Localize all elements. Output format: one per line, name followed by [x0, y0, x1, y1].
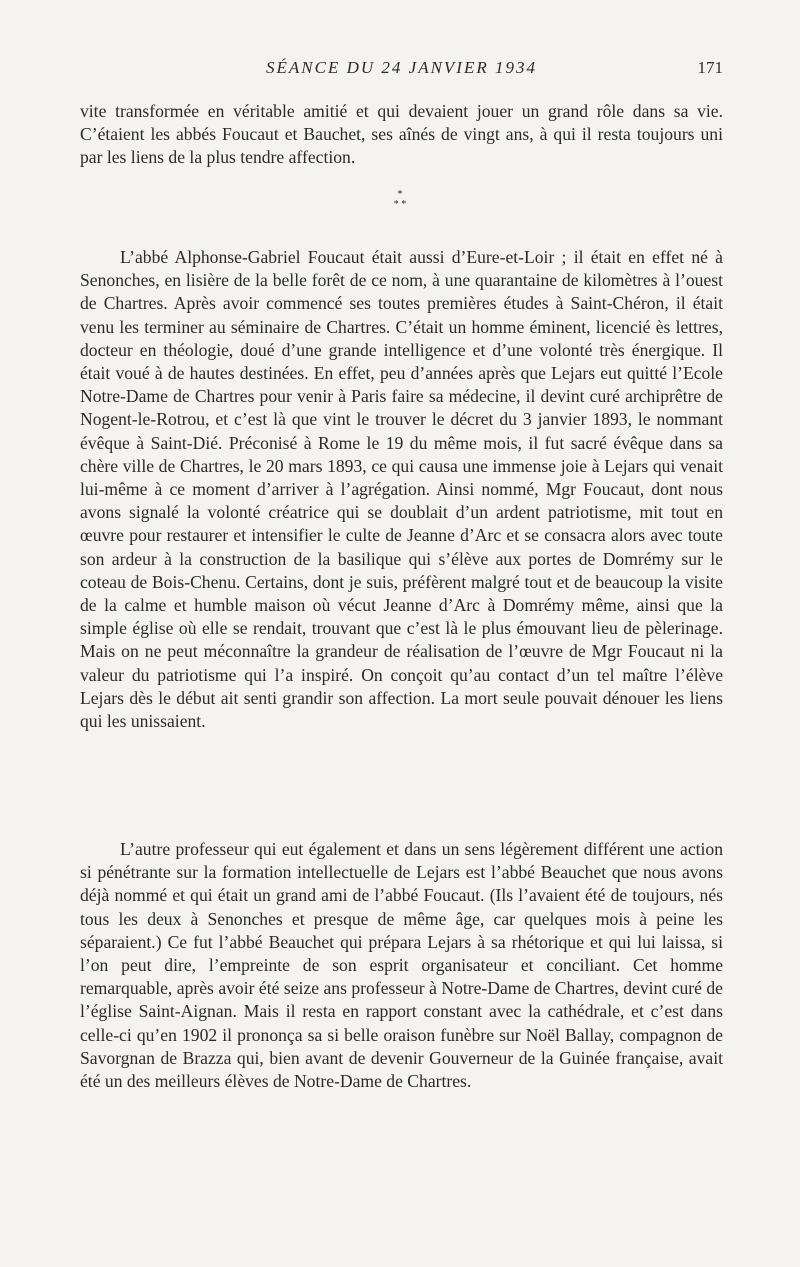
- page-number: 171: [697, 58, 723, 77]
- asterism-bottom: * *: [393, 199, 407, 210]
- paragraph-1: vite transformée en véritable amitié et qui devaient jouer un grand rôle dans sa vie. C’étaient les abbés Foucaut et Bauchet, ses aînés de vingt ans, à qui il resta toujours uni par les liens de la plus tendre affection.: [80, 101, 723, 168]
- paragraph-2: L’abbé Alphonse-Gabriel Foucaut était aussi d’Eure-et-Loir ; il était en effet né à Senonches, en lisière de la belle forêt de ce nom, à une quarantaine de kilomètres à l’ouest de Chartres. Après avoir commencé ses toutes premières études à Saint-Chéron, il était venu les terminer au séminaire de Chartres. C’était un homme éminent, licencié ès lettres, docteur en théologie, doué d’une grande intelligence et d’une volonté très énergique. Il était voué à de hautes destinées. En effet, peu d’années après que Lejars eut quitté l’Ecole Notre-Dame de Chartres pour venir à Paris faire sa médecine, il devint curé archiprêtre de Nogent-le-Rotrou, et c’est là que vint le trouver le décret du 3 janvier 1893, le nommant évêque à Saint-Dié. Préconisé à Rome le 19 du même mois, il fut sacré évêque dans sa chère ville de Chartres, le 20 mars 1893, ce qui causa une immense joie à Lejars qui venait lui-même à ce moment d’arriver à l’agrégation. Ainsi nommé, Mgr Foucaut, dont nous avons signalé la volonté créatrice qui se doublait d’un ardent patriotisme, mit tout en œuvre pour restaurer et intensifier le culte de Jeanne d’Arc et se consacra alors avec toute son ardeur à la construction de la basilique qui s’élève aux portes de Domrémy sur le coteau de Bois-Chenu. Certains, dont je suis, préfèrent malgré tout et de beaucoup la visite de la calme et humble maison où vécut Jeanne d’Arc à Domrémy même, ainsi que la simple église où elle se rendait, trouvant que c’est là le plus émouvant lieu de pèlerinage. Mais on ne peut méconnaître la grandeur de réalisation de l’œuvre de Mgr Foucaut ni la valeur du patriotisme qui l’a inspiré. On conçoit qu’au contact d’un tel maître l’élève Lejars dès le début ait senti grandir son affection. La mort seule pouvait dénouer les liens qui les unissaient.: [80, 247, 723, 732]
- running-title: SÉANCE DU 24 JANVIER 1934: [266, 58, 537, 77]
- paragraph-3: L’autre professeur qui eut également et dans un sens légèrement différent une action si pénétrante sur la formation intellectuelle de Lejars est l’abbé Beauchet que nous avons déjà nommé et qui était un grand ami de l’abbé Foucaut. (Ils l’avaient été de toujours, nés tous les deux à Senonches et presque de même âge, car quelques mois à peine les séparaient.) Ce fut l’abbé Beauchet qui prépara Lejars à sa rhétorique et qui lui laissa, si l’on peut dire, l’empreinte de son esprit organisateur et conciliant. Cet homme remarquable, après avoir été seize ans professeur à Notre-Dame de Chartres, devint curé de l’église Saint-Aignan. Mais il resta en rapport constant avec la cathédrale, et c’est dans celle-ci qu’en 1902 il prononça sa si belle oraison funèbre sur Noël Ballay, compagnon de Savorgnan de Brazza qui, bien avant de devenir Gouverneur de la Guinée française, avait été un des meilleurs élèves de Notre-Dame de Chartres.: [80, 839, 723, 1092]
- asterism-top: *: [397, 189, 403, 200]
- page-header: [80, 58, 723, 82]
- asterism-separator: [380, 190, 420, 220]
